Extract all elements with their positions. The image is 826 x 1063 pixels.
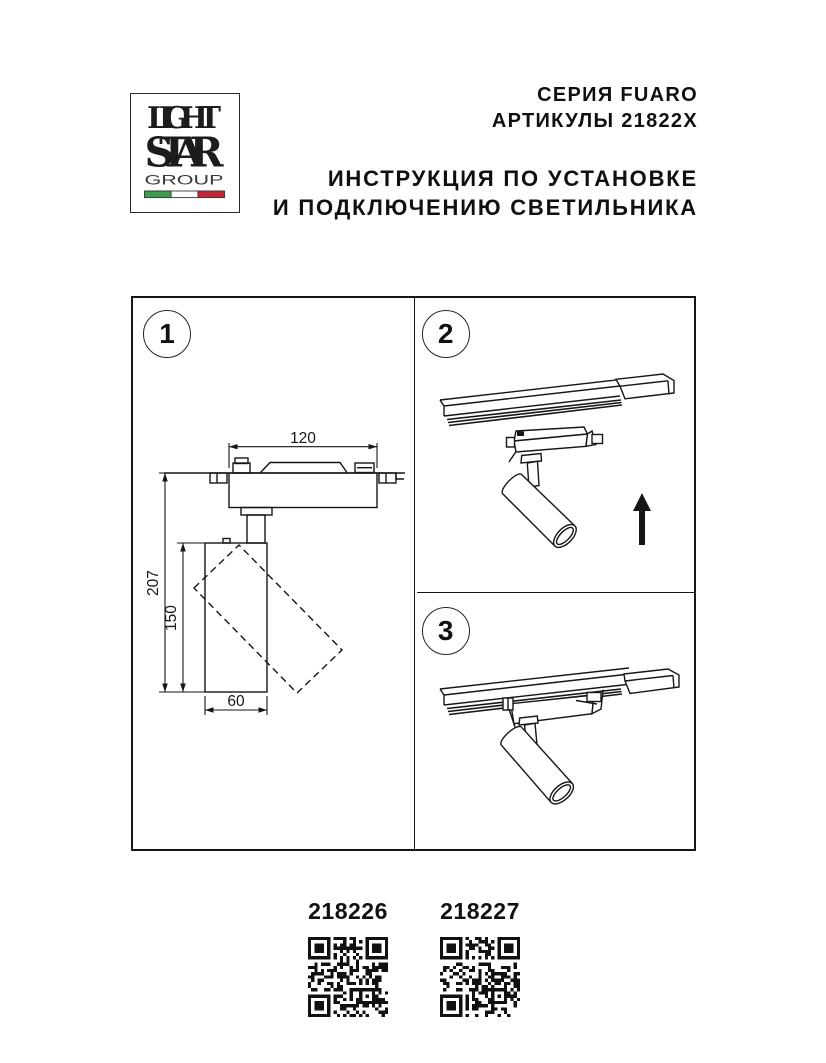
articles-line: АРТИКУЛЫ 21822X xyxy=(491,110,698,132)
series-block xyxy=(273,82,698,134)
step-3-number: 3 xyxy=(422,607,470,655)
dim-body-height: 150 xyxy=(163,605,180,631)
steps-grid xyxy=(131,296,696,851)
dim-body-width: 60 xyxy=(227,693,245,710)
step-1-panel xyxy=(133,298,415,849)
instruction-title-line2: И ПОДКЛЮЧЕНИЮ СВЕТИЛЬНИКА xyxy=(272,194,698,220)
article-number-2: 218227 xyxy=(440,898,520,924)
logo-word-star: STAR xyxy=(144,128,224,177)
lightstar-logo xyxy=(130,93,240,213)
header-text xyxy=(273,82,698,222)
instruction-title-line1: ИНСТРУКЦИЯ ПО УСТАНОВКЕ xyxy=(327,166,698,191)
dim-total-height: 207 xyxy=(145,570,162,596)
qr-code-2 xyxy=(440,937,520,1017)
product-block-1 xyxy=(308,898,388,1022)
logo-word-group: GROUP xyxy=(144,172,224,188)
instruction-title xyxy=(273,165,698,222)
logo-word-light: LIGHT xyxy=(147,101,221,136)
lightstar-logo-art xyxy=(131,94,238,211)
step-2-panel xyxy=(417,298,694,593)
dim-track-width: 120 xyxy=(290,430,316,447)
step-2-number: 2 xyxy=(422,310,470,358)
article-number-1: 218226 xyxy=(308,898,388,924)
step-3-panel xyxy=(417,594,694,849)
step-1-technical-drawing xyxy=(133,298,413,847)
italian-flag-bar xyxy=(145,191,225,198)
product-block-2 xyxy=(440,898,520,1022)
series-title: СЕРИЯ FUARO xyxy=(537,84,698,106)
up-arrow xyxy=(633,493,651,545)
qr-code-1 xyxy=(308,937,388,1017)
step-1-number: 1 xyxy=(143,310,191,358)
